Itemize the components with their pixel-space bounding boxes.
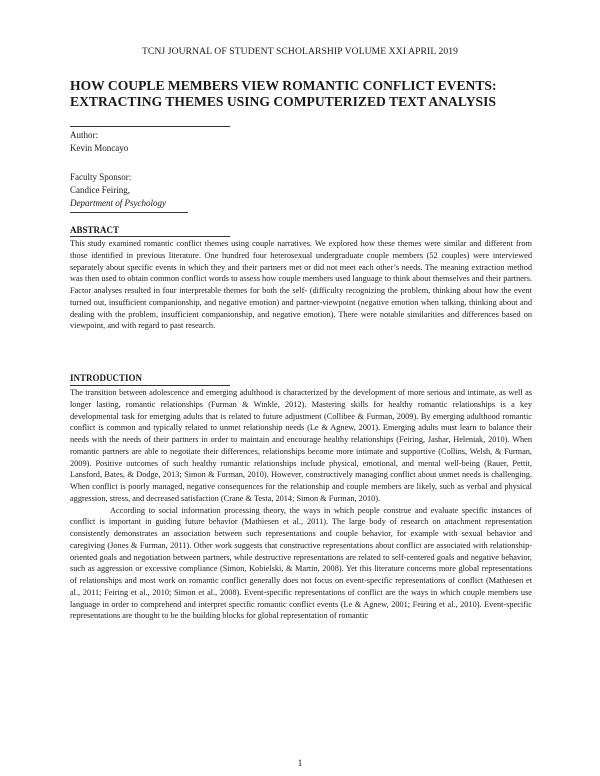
- abstract-paragraph: This study examined romantic conflict themes using couple narratives. We explored how these themes were similar and different from those identified in previous literature. One hundred four heterosexual undergraduate couple members (52 couples) were interviewed separately about specific events in which they and their partners met or did not meet each other’s needs. The meaning extraction method was then used to obtain common conflict words to assess how couple members used language to think about themselves and their partners. Factor analyses resulted in four interpretable themes for both the self- (difficulty recognizing the problem, thinking about how the event turned out, insufficient companionship, and negative emotion) and partner-viewpoint (negative emotion when talking, thinking about and dealing with the problem, insufficient companionship, and negative emotion). There were notable similarities and differences based on viewpoint, and with regard to past research.: [70, 239, 532, 331]
- intro-paragraph-1: The transition between adolescence and emerging adulthood is characterized by the development of more serious and intimate, as well as longer lasting, romantic relationships (Furman & Winkle, 2012). Mastering skills for healthy romantic relationships is a key developmental task for emerging adults that is related to future adjustment (Collibee & Furman, 2009). By emerging adulthood romantic conflict is common and typically related to unmet relationship needs (Le & Agnew, 2001). Emerging adults must learn to balance their needs with the needs of their partners in order to maintain and encourage healthy relationships (Feiring, Jashar, Heleniak, 2010). When romantic partners are able to negotiate their differences, relationships become more intimate and supportive (Collins, Welsh, & Furman, 2009). Positive outcomes of such healthy romantic relationships include physical, emotional, and mental well-being (Rauer, Pettit, Lansford, Bates, & Dodge, 2013; Simon & Furman, 2010). However, constructively managing conflict about unmet needs is challenging. When conflict is poorly managed, negative consequences for the relationship and couple members are likely, such as verbal and physical aggression, stress, and decreased satisfaction (Crane & Testa, 2014; Simon & Furman, 2010).: [70, 388, 532, 503]
- sponsor-block: [70, 171, 166, 210]
- author-block: [70, 129, 128, 155]
- page-number: 1: [297, 759, 303, 769]
- sponsor-name: Candice Feiring,: [70, 185, 130, 195]
- author-divider: [70, 126, 230, 127]
- sponsor-department: Department of Psychology: [70, 198, 166, 208]
- author-name: Kevin Moncayo: [70, 143, 129, 153]
- paper-title: [70, 78, 540, 110]
- intro-paragraph-2: According to social information processing theory, the ways in which people construe and evaluate specific instances of conflict is important in guiding future behavior (Mathiesen et al., 2011). The large body of research on attachment representation consistently demonstrates an association between such representations and couple behavior, for example with sexual behavior and caregiving (Jones & Furman, 2011). Other work suggests that constructive representations about conflict are associated with relationship-oriented goals and negotiation between partners, while destructive representations are related to self-centered goals and negative behavior, such as aggression or excessive compliance (Simon, Kobielski, & Martin, 2008). Yet this literature concerns more global representations of relationships and most work on romantic conflict generally does not focus on event-specific representations of conflict (Mathiesen et al., 2011; Feiring et al., 2010; Simon et al., 2008). Event-specific representations of conflict are the ways in which couple members use language in order to comprehend and interpret specific romantic conflict events (Le & Agnew, 2001; Feiring et al., 2010). Event-specific representations are thought to be the building blocks for global representation of romantic: [70, 505, 532, 621]
- sponsor-label: Faculty Sponsor:: [70, 172, 132, 182]
- abstract-rule: [70, 236, 230, 237]
- abstract-text: [70, 238, 532, 332]
- sponsor-divider: [70, 212, 188, 213]
- author-label: Author:: [70, 130, 98, 140]
- title-line-1: HOW COUPLE MEMBERS VIEW ROMANTIC CONFLICT EVENTS:: [70, 78, 497, 93]
- title-line-2: EXTRACTING THEMES USING COMPUTERIZED TEXT ANALYSIS: [70, 94, 496, 109]
- introduction-text: [70, 387, 532, 622]
- abstract-heading: ABSTRACT: [70, 225, 120, 235]
- introduction-rule: [70, 385, 230, 386]
- introduction-heading: INTRODUCTION: [70, 373, 143, 383]
- running-head: TCNJ JOURNAL OF STUDENT SCHOLARSHIP VOLUME XXI APRIL 2019: [141, 46, 459, 57]
